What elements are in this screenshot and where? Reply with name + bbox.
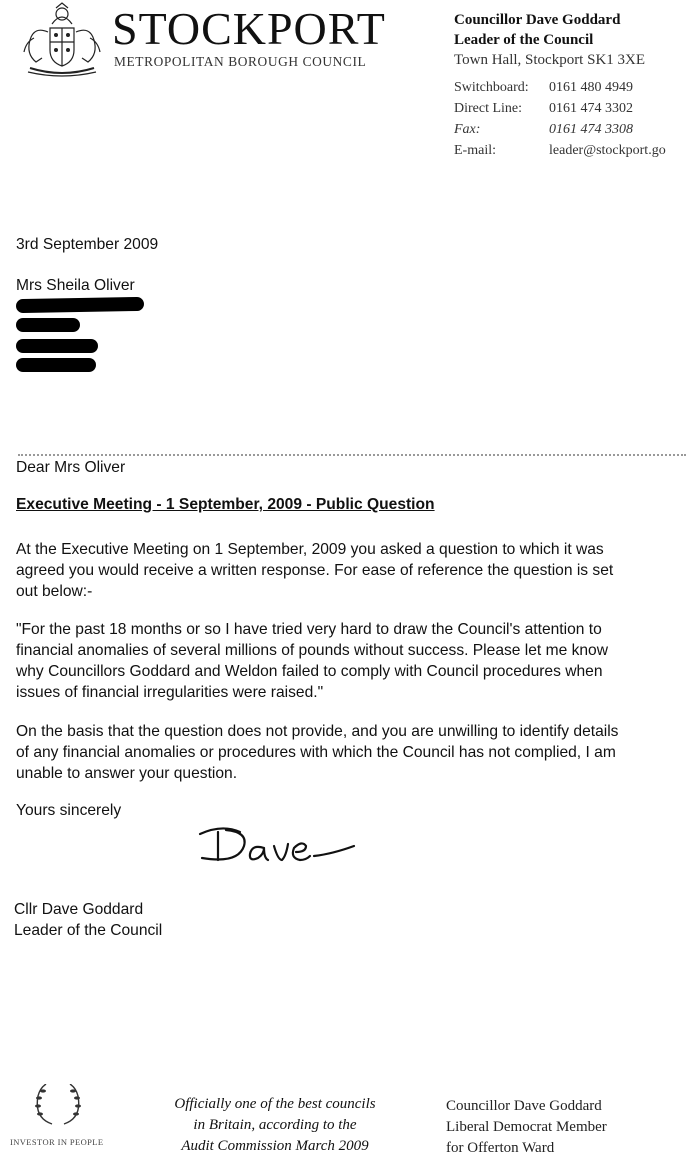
- contact-label: Switchboard:: [454, 80, 529, 95]
- contact-value: 0161 474 3302: [549, 101, 633, 116]
- text-line: unable to answer your question.: [16, 765, 238, 782]
- salutation: Dear Mrs Oliver: [16, 459, 126, 476]
- investor-in-people-label: INVESTOR IN PEOPLE: [10, 1137, 104, 1147]
- subject-line: Executive Meeting - 1 September, 2009 - Public Question: [16, 496, 435, 513]
- signatory-name: Cllr Dave Goddard: [14, 901, 144, 918]
- contact-value: leader@stockport.go: [549, 143, 666, 158]
- paragraph-response: [16, 721, 684, 784]
- redaction-bar: [16, 339, 98, 353]
- footer-line: Liberal Democrat Member: [446, 1119, 607, 1135]
- contact-label: Fax:: [454, 122, 481, 137]
- text-line: out below:-: [16, 583, 93, 600]
- coat-of-arms-icon: [20, 2, 104, 78]
- signatory-title: Leader of the Council: [14, 922, 163, 939]
- redaction-bar: [16, 297, 144, 313]
- contact-value: 0161 474 3308: [549, 122, 633, 137]
- contact-label: Direct Line:: [454, 101, 523, 116]
- investor-in-people-laurel-icon: [28, 1084, 88, 1126]
- sender-address: Town Hall, Stockport SK1 3XE: [454, 52, 646, 68]
- text-line: "For the past 18 months or so I have tried very hard to draw the Council's attention to: [16, 621, 602, 638]
- footer-line: Councillor Dave Goddard: [446, 1098, 602, 1114]
- text-line: of any financial anomalies or procedures with which the Council has not complied, I am: [16, 744, 616, 761]
- paragraph-intro: [16, 539, 684, 602]
- footer-tagline: [150, 1094, 400, 1157]
- text-line: issues of financial irregularities were raised.": [16, 684, 324, 701]
- fold-line: [18, 454, 686, 456]
- contact-value: 0161 480 4949: [549, 80, 633, 95]
- council-wordmark: STOCKPORT: [112, 3, 386, 54]
- paragraph-quoted-question: [16, 619, 684, 703]
- redaction-bar: [16, 358, 96, 372]
- text-line: financial anomalies of several millions of pounds without success. Please let me know: [16, 642, 608, 659]
- council-borough-name: METROPOLITAN BOROUGH COUNCIL: [114, 54, 367, 69]
- redaction-bar: [16, 318, 80, 332]
- closing: Yours sincerely: [16, 802, 122, 819]
- text-line: On the basis that the question does not provide, and you are unwilling to identify details: [16, 723, 619, 740]
- contact-label: E-mail:: [454, 143, 496, 158]
- text-line: why Councillors Goddard and Weldon failed to comply with Council procedures when: [16, 663, 603, 680]
- letter-date: 3rd September 2009: [16, 236, 159, 253]
- tagline-line: Officially one of the best councils: [174, 1096, 376, 1112]
- sender-block: [454, 10, 686, 70]
- footer-line: for Offerton Ward: [446, 1140, 555, 1156]
- recipient-name: Mrs Sheila Oliver: [16, 277, 135, 294]
- tagline-line: in Britain, according to the: [193, 1117, 357, 1133]
- tagline-line: Audit Commission March 2009: [181, 1138, 369, 1154]
- handwritten-signature: [196, 822, 362, 868]
- text-line: agreed you would receive a written response. For ease of reference the question is set: [16, 562, 614, 579]
- text-line: At the Executive Meeting on 1 September, 2009 you asked a question to which it was: [16, 541, 604, 558]
- sender-name: Councillor Dave Goddard: [454, 12, 621, 28]
- sender-title: Leader of the Council: [454, 32, 594, 48]
- footer-member-details: [446, 1096, 607, 1159]
